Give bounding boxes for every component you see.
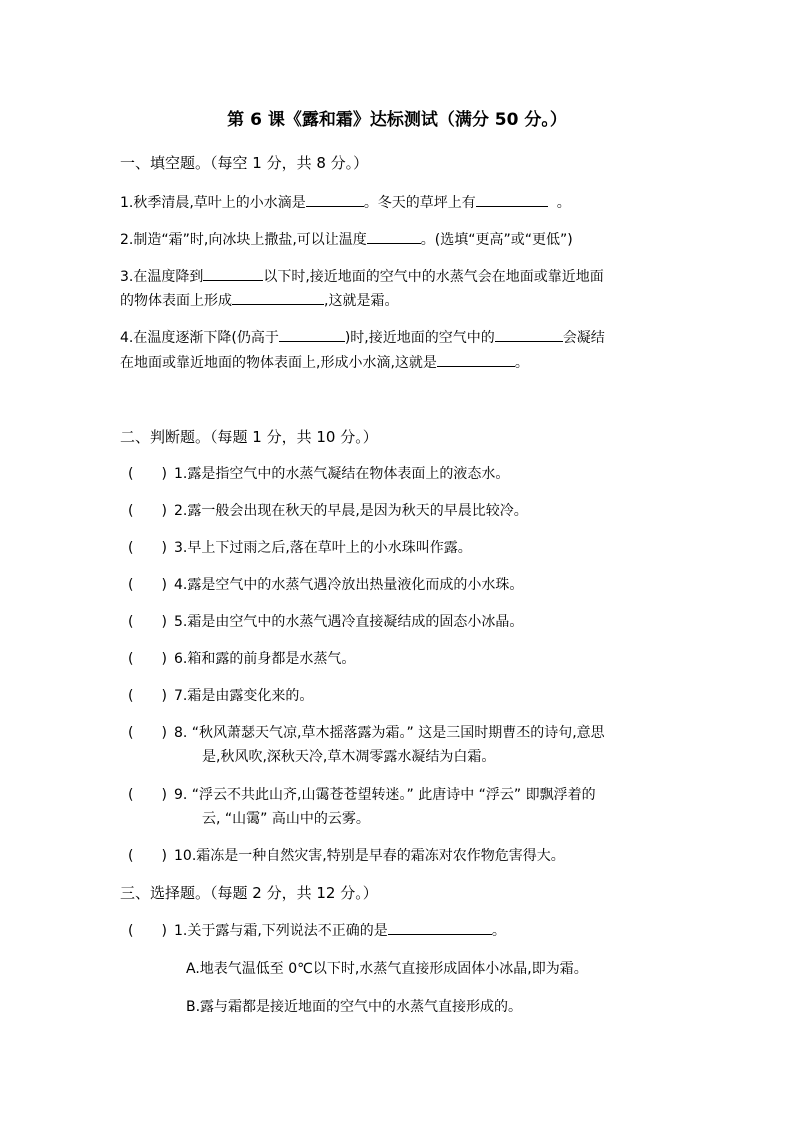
judge-item: 3.早上下过雨之后,落在草叶上的小水珠叫作露。	[174, 540, 472, 556]
fill-q1-text-a: 1.秋季清晨,草叶上的小水滴是	[120, 195, 306, 211]
judge-item: 6.箱和露的前身都是水蒸气。	[174, 651, 356, 667]
fill-question-3-line-2	[120, 290, 680, 310]
judge-answer-paren[interactable]: ( )	[128, 787, 167, 803]
fill-q3-text-a: 3.在温度降到	[120, 269, 204, 285]
judge-answer-paren[interactable]: ( )	[128, 848, 167, 864]
fill-q2-text-b: 。(选填“更高”或“更低”)	[420, 232, 573, 248]
judge-item-8-line-1: 8. “秋风萧瑟天气凉,草木摇落露为霜。” 这是三国时期曹丕的诗句,意思	[174, 725, 605, 741]
choice-q1-blank[interactable]	[388, 920, 492, 935]
fill-q4-blank-3[interactable]	[437, 352, 515, 367]
fill-q4-text-c: 会凝结	[562, 330, 605, 346]
section-fill-heading: 一、填空题。（每空 1 分，共 8 分。）	[120, 154, 369, 172]
judge-item: 5.霜是由空气中的水蒸气遇冷直接凝结成的固态小冰晶。	[174, 614, 524, 630]
fill-q1-text-b: 。冬天的草坪上有	[363, 195, 476, 211]
fill-q3-blank-1[interactable]	[203, 266, 263, 281]
fill-q1-blank-1[interactable]	[306, 192, 364, 207]
fill-q3-text-b: 以下时,接近地面的空气中的水蒸气会在地面或靠近地面	[263, 269, 604, 285]
fill-question-1	[120, 192, 680, 212]
fill-q3-text-c: 的物体表面上形成	[120, 293, 232, 309]
judge-answer-paren[interactable]: ( )	[128, 466, 167, 482]
fill-question-4-line-2	[120, 352, 680, 372]
judge-answer-paren[interactable]: ( )	[128, 540, 167, 556]
fill-question-3-line-1	[120, 266, 680, 286]
fill-question-2	[120, 229, 680, 249]
fill-q3-text-d: ,这就是霜。	[324, 293, 399, 309]
judge-answer-paren[interactable]: ( )	[128, 614, 167, 630]
fill-q3-blank-2[interactable]	[232, 290, 324, 305]
choice-option-a[interactable]: A.地表气温低至 0℃以下时,水蒸气直接形成固体小冰晶,即为霜。	[186, 961, 588, 977]
fill-q4-blank-2[interactable]	[495, 327, 563, 342]
fill-q4-text-b: )时,接近地面的空气中的	[344, 330, 495, 346]
fill-question-4-line-1	[120, 327, 680, 347]
judge-answer-paren[interactable]: ( )	[128, 651, 167, 667]
choice-answer-paren[interactable]: ( )	[128, 923, 167, 939]
fill-q2-blank[interactable]	[367, 229, 421, 244]
judge-answer-paren[interactable]: ( )	[128, 503, 167, 519]
section-choice-heading: 三、选择题。（每题 2 分，共 12 分。）	[120, 884, 378, 902]
choice-q1-text: 1.关于露与霜,下列说法不正确的是	[174, 923, 388, 939]
fill-q1-text-c: 。	[556, 195, 571, 211]
choice-option-b[interactable]: B.露与霜都是接近地面的空气中的水蒸气直接形成的。	[186, 999, 523, 1015]
judge-item: 7.霜是由露变化来的。	[174, 688, 314, 704]
choice-question-1	[174, 920, 506, 940]
judge-answer-paren[interactable]: ( )	[128, 725, 167, 741]
judge-item-9-line-2: 云, “山霭” 高山中的云雾。	[202, 811, 370, 827]
judge-answer-paren[interactable]: ( )	[128, 688, 167, 704]
section-judge-heading: 二、判断题。（每题 1 分，共 10 分。）	[120, 428, 378, 446]
fill-q4-text-d: 在地面或靠近地面的物体表面上,形成小水滴,这就是	[120, 355, 437, 371]
judge-item-10: 10.霜冻是一种自然灾害,特别是早春的霜冻对农作物危害得大。	[174, 848, 565, 864]
judge-item: 2.露一般会出现在秋天的早晨,是因为秋天的早晨比较冷。	[174, 503, 528, 519]
judge-item: 4.露是空气中的水蒸气遇冷放出热量液化而成的小水珠。	[174, 577, 524, 593]
fill-q1-blank-2[interactable]	[476, 192, 548, 207]
fill-q4-text-a: 4.在温度逐渐下降(仍高于	[120, 330, 279, 346]
judge-item-9-line-1: 9. “浮云不共此山齐,山霭苍苍望转迷。” 此唐诗中 “浮云” 即飘浮着的	[174, 787, 596, 803]
fill-q4-blank-1[interactable]	[279, 327, 345, 342]
page-title: 第 6 课《露和霜》达标测试（满分 50 分。）	[227, 110, 567, 130]
judge-item: 1.露是指空气中的水蒸气凝结在物体表面上的液态水。	[174, 466, 510, 482]
judge-answer-paren[interactable]: ( )	[128, 577, 167, 593]
choice-q1-end: 。	[491, 923, 506, 939]
fill-q2-text-a: 2.制造“霜”时,向冰块上撒盐,可以让温度	[120, 232, 367, 248]
fill-q4-text-e: 。	[514, 355, 529, 371]
judge-item-8-line-2: 是,秋风吹,深秋天冷,草木凋零露水凝结为白霜。	[202, 749, 496, 765]
